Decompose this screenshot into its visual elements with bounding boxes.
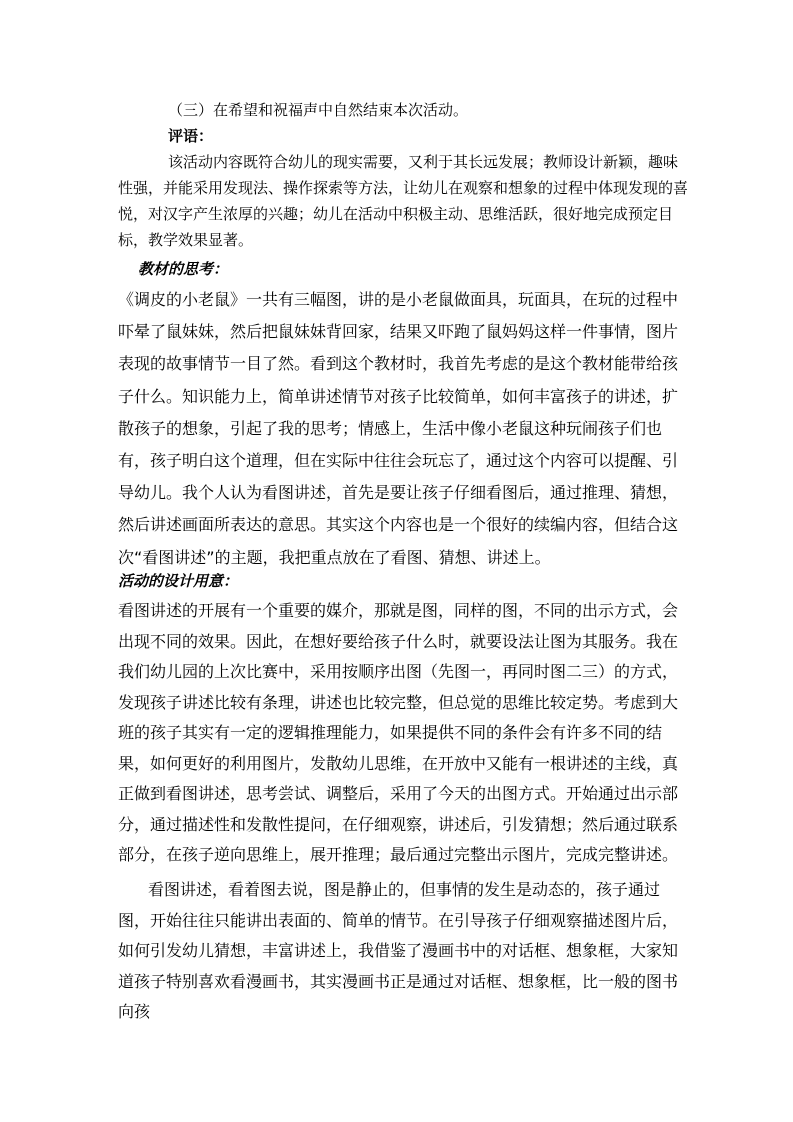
design-intent-heading: 活动的设计用意：: [118, 572, 239, 590]
design-intent-continued-section: [118, 875, 688, 1028]
material-thinking-heading: 教材的思考：: [138, 260, 229, 278]
comment-title: 评语：: [168, 127, 214, 145]
design-intent-section: [118, 596, 688, 871]
design-intent-body: 看图讲述的开展有一个重要的媒介，那就是图，同样的图，不同的出示方式，会出现不同的效果。因此，在想好要给孩子什么时，就要设法让图为其服务。我在我们幼儿园的上次比赛中，采用按顺序出图（先图一，再同时图二三）的方式，发现孩子讲述比较有条理，讲述也比较完整，但总觉的思维比较定势。考虑到大班的孩子其实有一定的逻辑推理能力，如果提供不同的条件会有许多不同的结果，如何更好的利用图片，发散幼儿思维，在开放中又能有一根讲述的主线，真正做到看图讲述，思考尝试、调整后，采用了今天的出图方式。开始通过出示部分，通过描述性和发散性提问，在仔细观察，讲述后，引发猜想；然后通过联系部分，在孩子逆向思维上，展开推理；最后通过完整出示图片，完成完整讲述。: [118, 601, 679, 864]
activity-ending-section: [118, 97, 688, 253]
material-thinking-body: 《调皮的小老鼠》一共有三幅图，讲的是小老鼠做面具，玩面具，在玩的过程中吓晕了鼠妹妹，然后把鼠妹妹背回家，结果又吓跑了鼠妈妈这样一件事情，图片表现的故事情节一目了然。看到这个教材时，我首先考虑的是这个教材能带给孩子什么。知识能力上，简单讲述情节对孩子比较简单，如何丰富孩子的讲述，扩散孩子的想象，引起了我的思考；情感上，生活中像小老鼠这种玩闹孩子们也有，孩子明白这个道理，但在实际中往往会玩忘了，通过这个内容可以提醒、引导幼儿。我个人认为看图讲述，首先是要让孩子仔细看图后，通过推理、猜想，然后讲述画面所表达的意思。其实这个内容也是一个很好的续编内容，但结合这次“看图讲述”的主题，我把重点放在了看图、猜想、讲述上。: [118, 290, 679, 567]
comment-body: 该活动内容既符合幼儿的现实需要，又利于其长远发展；教师设计新颖，趣味性强，并能采用发现法、操作探索等方法，让幼儿在观察和想象的过程中体现发现的喜悦，对汉字产生浓厚的兴趣；幼儿在活动中积极主动、思维活跃，很好地完成预定目标，教学效果显著。: [118, 153, 689, 249]
material-thinking-section: [118, 284, 688, 574]
design-intent-body-2: 看图讲述，看着图去说，图是静止的，但事情的发生是动态的，孩子通过图，开始往往只能讲出表面的、简单的情节。在引导孩子仔细观察描述图片后，如何引发幼儿猜想，丰富讲述上，我借鉴了漫画书中的对话框、想象框，大家知道孩子特别喜欢看漫画书，其实漫画书正是通过对话框、想象框，比一般的图书向孩: [118, 880, 679, 1021]
step-three-text: （三）在希望和祝福声中自然结束本次活动。: [168, 101, 469, 119]
